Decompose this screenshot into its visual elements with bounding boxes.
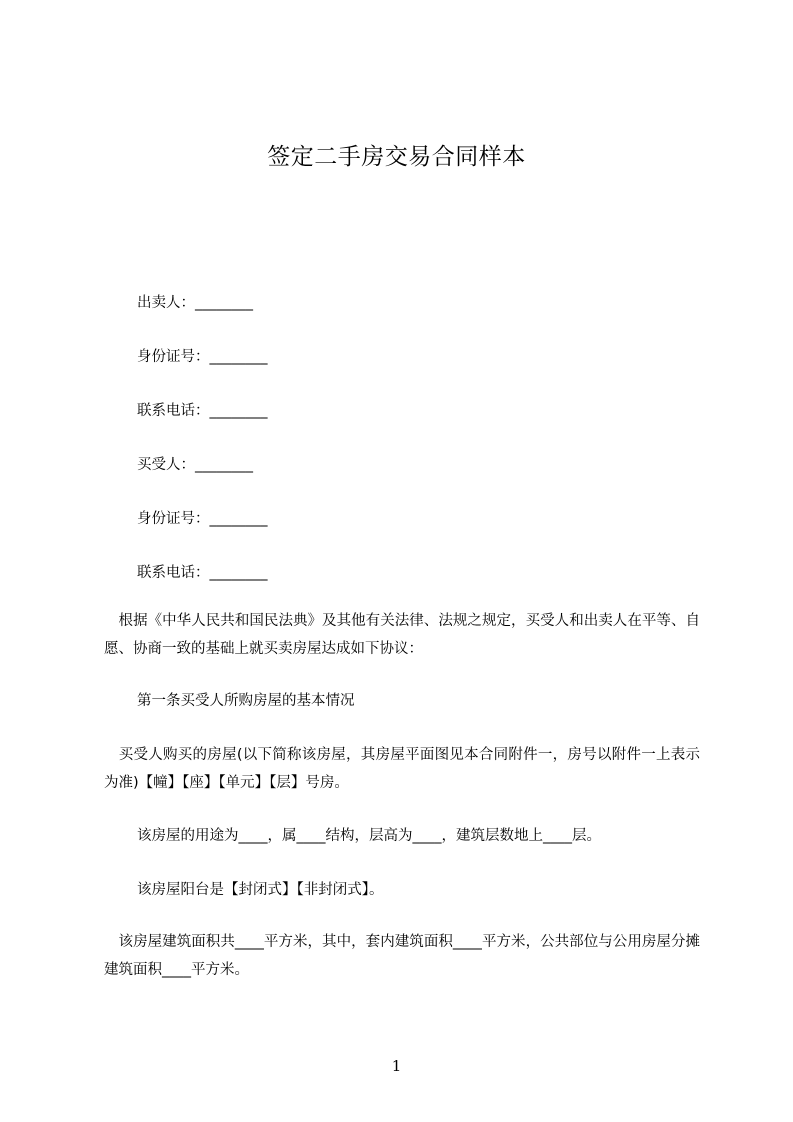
buyer-id-field: 身份证号：________ [137, 511, 268, 527]
article-1-paragraph-4: 该房屋建筑面积共____平方米，其中，套内建筑面积____平方米，公共部位与公用房屋分摊建筑面积____平方米。 [104, 934, 700, 978]
article-1-heading: 第一条买受人所购房屋的基本情况 [137, 693, 355, 709]
buyer-phone-field: 联系电话：________ [137, 565, 268, 581]
seller-phone-field: 联系电话：________ [137, 403, 268, 419]
page-number: 1 [391, 1057, 402, 1075]
article-1-paragraph-3: 该房屋阳台是【封闭式】【非封闭式】。 [137, 882, 384, 898]
article-1-paragraph-1: 买受人购买的房屋(以下简称该房屋，其房屋平面图见本合同附件一，房号以附件一上表示为准)【幢】【座】【单元】【层】号房。 [104, 747, 700, 791]
seller-name-field: 出卖人：________ [137, 295, 253, 311]
buyer-name-field: 买受人：________ [137, 457, 253, 473]
article-1-paragraph-2: 该房屋的用途为____，属____结构，层高为____，建筑层数地上____层。 [137, 828, 601, 844]
preamble-paragraph: 根据《中华人民共和国民法典》及其他有关法律、法规之规定，买受人和出卖人在平等、自愿、协商一致的基础上就买卖房屋达成如下协议： [104, 613, 700, 657]
seller-id-field: 身份证号：________ [137, 349, 268, 365]
document-title: 签定二手房交易合同样本 [267, 144, 526, 170]
